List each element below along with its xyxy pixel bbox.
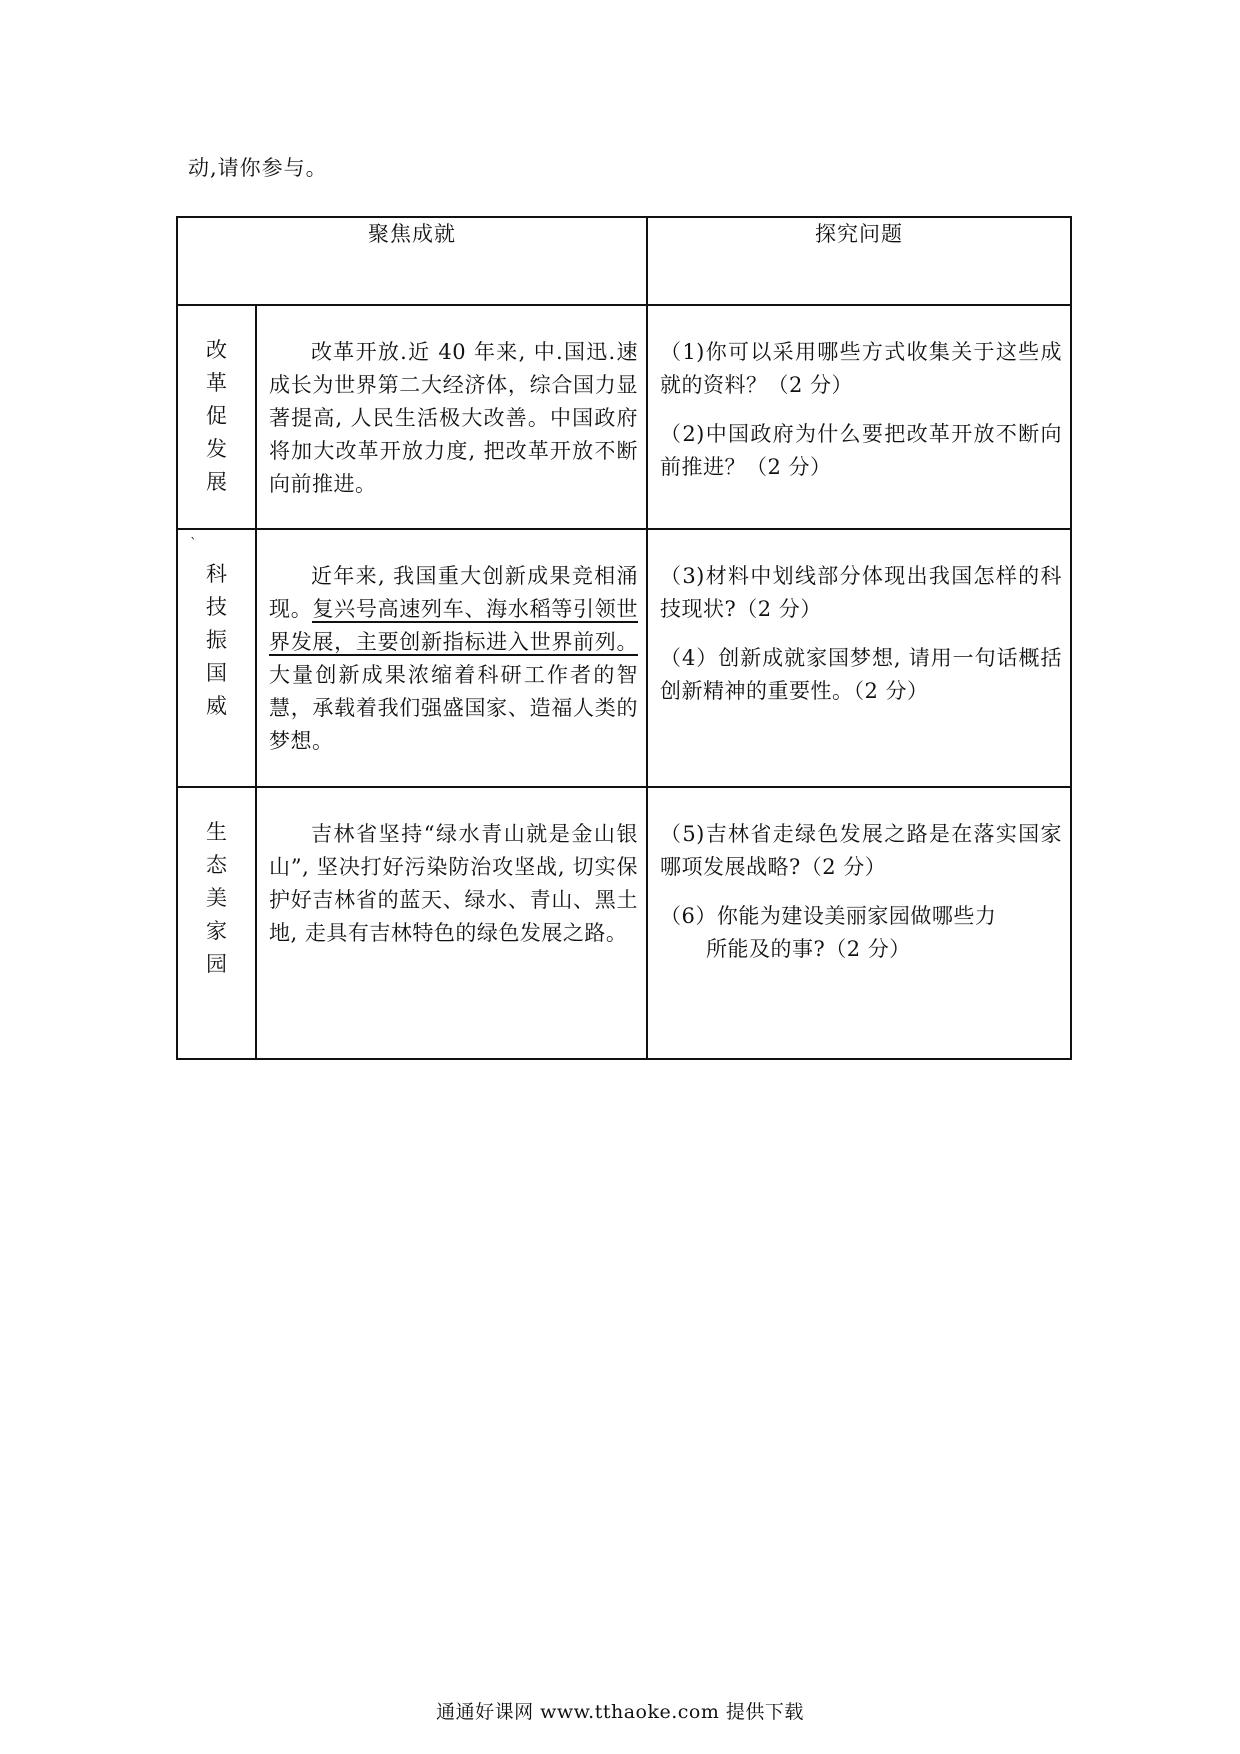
achievement-table — [176, 216, 1072, 1060]
row-label: 科技振国威 — [206, 562, 227, 718]
row-label-cell — [177, 305, 256, 529]
question-1: （1)你可以采用哪些方式收集关于这些成就的资料？（2 分） — [660, 340, 1062, 397]
question-4: （4）创新成就家国梦想, 请用一句话概括创新精神的重要性。（2 分） — [660, 646, 1062, 703]
row-label: 改革促发展 — [206, 338, 227, 494]
material-text: 吉林省坚持“绿水青山就是金山银山”, 坚决打好污染防治攻坚战, 切实保护好吉林省的蓝天、绿水、青山、黑土地, 走具有吉林特色的绿色发展之路。 — [269, 822, 638, 945]
question-6: （6）你能为建设美丽家园做哪些力 所能及的事?（2 分） — [660, 904, 997, 961]
underlined-passage: 复兴号高速列车、海水稻等引领世界发展，主要创新指标进入世界前列。 — [269, 597, 638, 654]
row-label: 生态美家园 — [206, 820, 227, 976]
question-2: （2)中国政府为什么要把改革开放不断向前推进？（2 分） — [660, 422, 1062, 479]
table-header-row — [177, 217, 1071, 305]
table-row — [177, 529, 1071, 787]
material-cell — [256, 787, 647, 1059]
table-row — [177, 787, 1071, 1059]
intro-text: 动,请你参与。 — [188, 156, 328, 180]
stray-mark: ˋ — [190, 536, 197, 552]
row-label-cell — [177, 529, 256, 787]
footer-text: 通通好课网 www.tthaoke.com 提供下载 — [436, 1701, 804, 1723]
row-label-cell — [177, 787, 256, 1059]
question-5: （5)吉林省走绿色发展之路是在落实国家哪项发展战略?（2 分） — [660, 822, 1062, 879]
header-focus: 聚焦成就 — [177, 217, 647, 305]
questions-cell — [647, 529, 1071, 787]
material-text: 改革开放.近 40 年来, 中.国迅.速成长为世界第二大经济体，综合国力显著提高, 人民生活极大改善。中国政府将加大改革开放力度, 把改革开放不断向前推进。 — [269, 340, 638, 496]
questions-cell — [647, 787, 1071, 1059]
table-row — [177, 305, 1071, 529]
header-explore: 探究问题 — [647, 217, 1071, 305]
material-cell — [256, 305, 647, 529]
questions-cell — [647, 305, 1071, 529]
question-3: （3)材料中划线部分体现出我国怎样的科技现状?（2 分） — [660, 564, 1062, 621]
material-text: 近年来, 我国重大创新成果竞相涌现。复兴号高速列车、海水稻等引领世界发展，主要创新指标进入世界前列。大量创新成果浓缩着科研工作者的智慧，承载着我们强盛国家、造福人类的梦想。 — [269, 564, 638, 753]
material-cell — [256, 529, 647, 787]
